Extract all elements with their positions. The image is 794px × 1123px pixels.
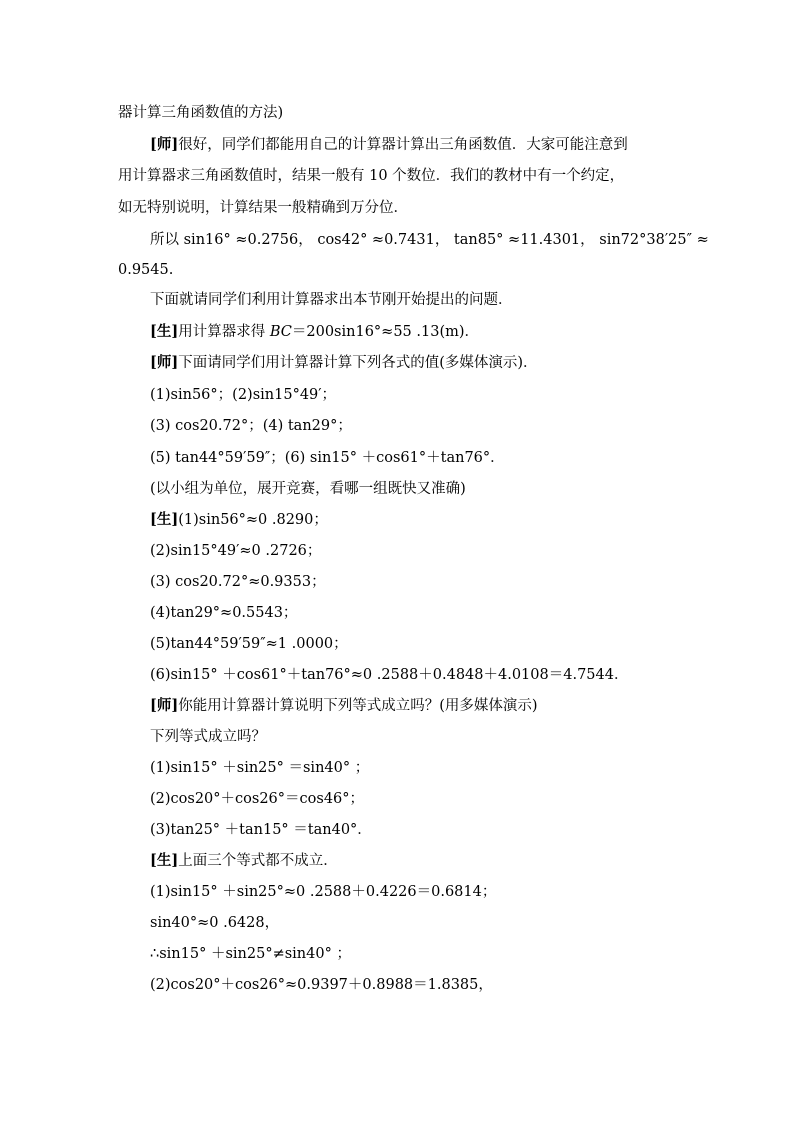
line-text: 所以 sin16° ≈0.2756， cos42° ≈0.7431， tan85° ≈11.4301， sin72°38′25″ ≈ [150, 232, 709, 248]
line-text: (1)sin15° ＋sin25°≈0 .2588＋0.4226＝0.6814； [150, 884, 497, 900]
line-text: (2)sin15°49′≈0 .2726； [150, 543, 322, 559]
text-line [150, 353, 538, 373]
text-line [150, 944, 351, 964]
line-text: (1)sin56°≈0 .8290； [178, 512, 328, 528]
text-line [150, 758, 369, 778]
line-text: ＝200sin16°≈55 .13(m)． [291, 324, 480, 340]
line-text: 下面就请同学们利用计算器求出本节刚开始提出的问题． [150, 292, 513, 308]
speaker-tag: [生] [150, 852, 179, 869]
line-text: (6)sin15° ＋cos61°＋tan76°≈0 .2588＋0.4848＋4.0108＝4.7544． [150, 667, 629, 683]
line-text: (3)tan25° ＋tan15° ＝tan40°． [150, 822, 372, 838]
text-line [150, 541, 321, 561]
speaker-tag: [生] [150, 511, 179, 528]
text-line [150, 448, 505, 468]
text-line [150, 385, 336, 405]
speaker-tag: [师] [150, 697, 179, 714]
text-line [150, 913, 279, 933]
text-line [150, 416, 352, 436]
text-line [150, 230, 709, 250]
text-line [150, 322, 479, 342]
line-text: 下面请同学们用计算器计算下列各式的值(多媒体演示)． [178, 355, 538, 371]
line-text: sin40°≈0 .6428， [150, 915, 280, 931]
line-text: 你能用计算器计算说明下列等式成立吗？(用多媒体演示) [178, 698, 538, 714]
text-line [150, 975, 493, 995]
segment-label: BC [269, 324, 292, 340]
line-text: 上面三个等式都不成立． [178, 853, 338, 869]
speaker-tag: [师] [150, 136, 179, 153]
line-text: 用计算器求三角函数值时，结果一般有 10 个数位．我们的教材中有一个约定， [118, 168, 625, 184]
text-line [150, 135, 628, 155]
text-line [150, 572, 326, 592]
line-text: (2)cos20°＋cos26°＝cos46°； [150, 791, 365, 807]
text-line [150, 603, 297, 623]
line-text: ∴sin15° ＋sin25°≠sin40° ； [150, 946, 351, 962]
text-line [150, 510, 328, 530]
line-text: (5) tan44°59′59″；(6) sin15° ＋cos61°＋tan76°． [150, 450, 505, 466]
text-line [150, 290, 513, 310]
line-text: (5)tan44°59′59″≈1 .0000； [150, 636, 348, 652]
text-line [150, 634, 348, 654]
speaker-tag: [生] [150, 323, 179, 340]
text-line [118, 166, 624, 186]
line-text: (1)sin56°；(2)sin15°49′； [150, 387, 337, 403]
text-line [150, 882, 496, 902]
text-line [150, 665, 628, 685]
speaker-tag: [师] [150, 354, 179, 371]
text-line [150, 820, 372, 840]
line-text: 0.9545. [118, 262, 174, 278]
text-line [150, 696, 538, 716]
line-text: 用计算器求得 [178, 324, 270, 340]
text-line [118, 103, 283, 123]
text-line [150, 851, 338, 871]
line-text: (1)sin15° ＋sin25° ＝sin40° ； [150, 760, 370, 776]
line-text: 下列等式成立吗？ [150, 729, 266, 745]
line-text: 很好，同学们都能用自己的计算器计算出三角函数值．大家可能注意到 [178, 137, 628, 153]
line-text: (3) cos20.72°；(4) tan29°； [150, 418, 352, 434]
line-text: 如无特别说明，计算结果一般精确到万分位． [118, 200, 408, 216]
text-line [118, 198, 408, 218]
line-text: (2)cos20°＋cos26°≈0.9397＋0.8988＝1.8385， [150, 977, 493, 993]
text-line [150, 789, 364, 809]
line-text: (4)tan29°≈0.5543； [150, 605, 298, 621]
text-line [150, 727, 266, 747]
text-line [150, 479, 466, 499]
line-text: 器计算三角函数值的方法) [118, 105, 284, 121]
line-text: (3) cos20.72°≈0.9353； [150, 574, 326, 590]
text-line [118, 260, 173, 280]
line-text: (以小组为单位，展开竞赛，看哪一组既快又准确) [150, 481, 466, 497]
